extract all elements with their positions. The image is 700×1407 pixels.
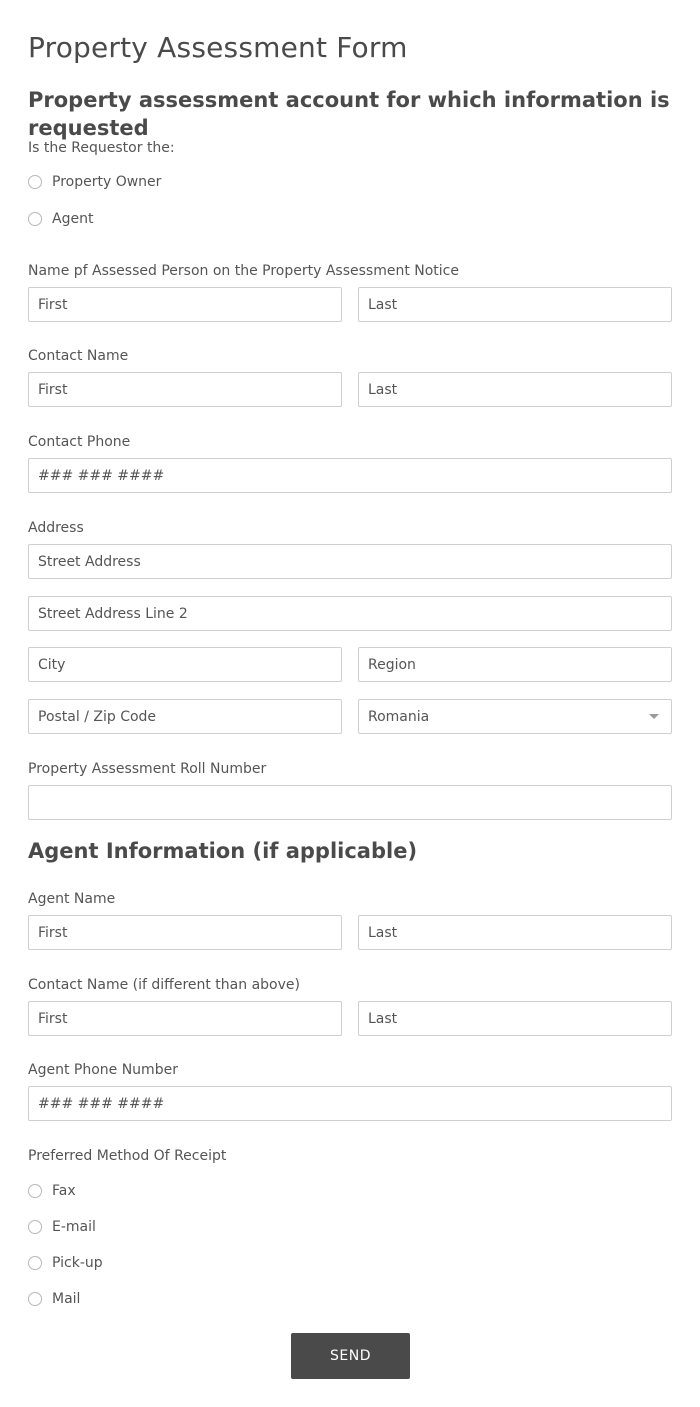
agent-contact-name-label: Contact Name (if different than above) <box>28 977 300 993</box>
radio-agent[interactable] <box>28 209 93 229</box>
contact-phone-input[interactable] <box>28 458 672 493</box>
radio-property-owner[interactable] <box>28 172 161 192</box>
postal-code-input[interactable] <box>28 699 342 734</box>
roll-number-label: Property Assessment Roll Number <box>28 761 267 777</box>
street-address-input[interactable] <box>28 544 672 579</box>
radio-label: Fax <box>52 1183 76 1199</box>
contact-name-label: Contact Name <box>28 348 129 364</box>
contact-first-name-input[interactable] <box>28 372 342 407</box>
section-title-agent: Agent Information (if applicable) <box>28 839 418 863</box>
radio-fax[interactable] <box>28 1181 76 1201</box>
radio-label: Property Owner <box>52 174 162 190</box>
radio-label: E-mail <box>52 1219 96 1235</box>
radio-label: Mail <box>52 1291 81 1307</box>
radio-pickup[interactable] <box>28 1253 103 1273</box>
agent-contact-last-name-input[interactable] <box>358 1001 672 1036</box>
radio-button[interactable] <box>28 1292 42 1306</box>
country-select[interactable] <box>358 699 672 734</box>
contact-last-name-input[interactable] <box>358 372 672 407</box>
agent-name-label: Agent Name <box>28 891 116 907</box>
contact-phone-label: Contact Phone <box>28 434 131 450</box>
assessed-name-label: Name pf Assessed Person on the Property Assessment Notice <box>28 263 459 279</box>
section-title-account: Property assessment account for which information is requested <box>28 88 670 140</box>
radio-button[interactable] <box>28 1184 42 1198</box>
address-label: Address <box>28 520 84 536</box>
region-input[interactable] <box>358 647 672 682</box>
receipt-method-label: Preferred Method Of Receipt <box>28 1148 227 1164</box>
roll-number-input[interactable] <box>28 785 672 820</box>
country-select-value: Romania <box>368 708 430 725</box>
radio-button[interactable] <box>28 175 42 189</box>
city-input[interactable] <box>28 647 342 682</box>
agent-phone-label: Agent Phone Number <box>28 1062 178 1078</box>
radio-button[interactable] <box>28 1220 42 1234</box>
radio-button[interactable] <box>28 212 42 226</box>
agent-phone-input[interactable] <box>28 1086 672 1121</box>
radio-email[interactable] <box>28 1217 96 1237</box>
radio-label: Pick-up <box>52 1255 103 1271</box>
form-title: Property Assessment Form <box>28 31 408 64</box>
assessed-first-name-input[interactable] <box>28 287 342 322</box>
agent-first-name-input[interactable] <box>28 915 342 950</box>
requestor-label: Is the Requestor the: <box>28 140 175 156</box>
assessed-last-name-input[interactable] <box>358 287 672 322</box>
send-button[interactable]: SEND <box>291 1333 410 1379</box>
radio-button[interactable] <box>28 1256 42 1270</box>
agent-contact-first-name-input[interactable] <box>28 1001 342 1036</box>
street-address-line2-input[interactable] <box>28 596 672 631</box>
agent-last-name-input[interactable] <box>358 915 672 950</box>
radio-label: Agent <box>52 211 94 227</box>
chevron-down-icon <box>649 714 659 719</box>
radio-mail[interactable] <box>28 1289 80 1309</box>
